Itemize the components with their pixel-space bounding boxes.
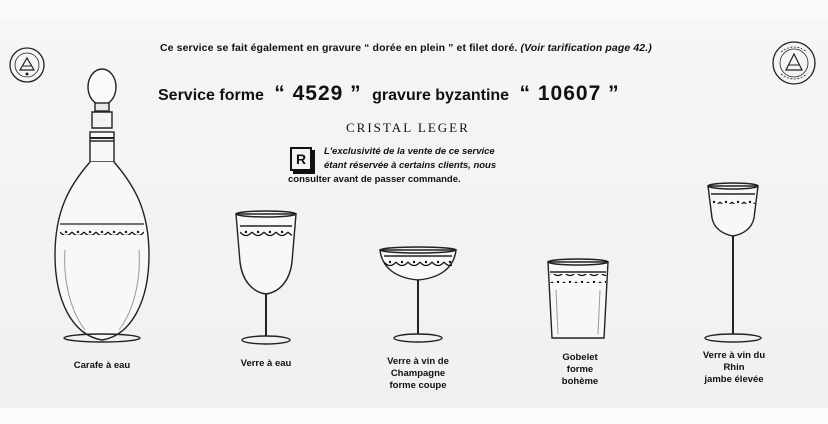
- service-engraving: gravure byzantine: [372, 87, 510, 104]
- exclusivity-line-1: L'exclusivité de la vente de ce service: [324, 146, 495, 157]
- reserved-badge: R: [290, 147, 312, 171]
- caption-line: forme coupe: [389, 380, 447, 391]
- water-glass-drawing: [236, 211, 296, 344]
- caption-rhine-glass: [680, 350, 788, 386]
- caption-line: forme: [566, 364, 594, 375]
- engraving-number: “ 10607 ”: [519, 82, 620, 105]
- note-main: Ce service se fait également en gravure “ dorée en plein ” et filet doré.: [160, 42, 518, 54]
- caption-champagne-coupe: [366, 356, 470, 392]
- caption-line: Verre à eau: [240, 358, 292, 369]
- caption-line: Verre à vin du: [702, 350, 766, 361]
- caption-line: Gobelet: [562, 352, 598, 363]
- note-reference: (Voir tarification page 42.): [520, 42, 652, 54]
- caption-line: bohème: [561, 376, 599, 387]
- rhine-glass-drawing: [705, 183, 761, 342]
- tumbler-drawing: [548, 259, 608, 338]
- caption-line: Champagne: [390, 368, 446, 379]
- caption-tumbler: [530, 352, 630, 388]
- material-label: CRISTAL LEGER: [346, 120, 470, 135]
- exclusivity-line-2: étant réservée à certains clients, nous: [324, 160, 497, 171]
- caption-line: Verre à vin de: [387, 356, 449, 367]
- caption-line: jambe élevée: [704, 374, 764, 385]
- service-prefix: Service forme: [158, 87, 264, 104]
- exclusivity-line-3: consulter avant de passer commande.: [288, 174, 461, 185]
- caption-line: Carafe à eau: [73, 360, 131, 371]
- carafe-drawing: [55, 69, 149, 342]
- caption-water-glass: [216, 358, 316, 370]
- caption-carafe: [52, 360, 152, 372]
- champagne-coupe-drawing: [380, 247, 456, 342]
- caption-line: Rhin: [723, 362, 745, 373]
- service-number: “ 4529 ”: [274, 82, 362, 105]
